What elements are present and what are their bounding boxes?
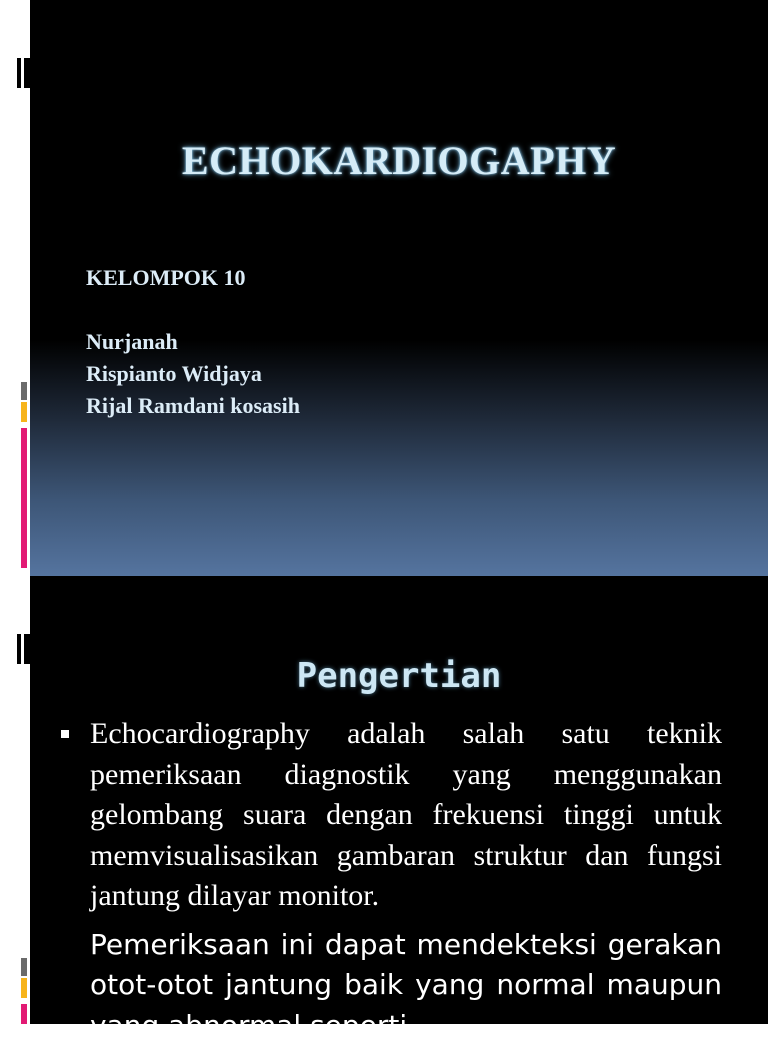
member-name: Nurjanah — [86, 326, 300, 358]
list-item — [90, 714, 722, 1046]
member-list — [86, 326, 300, 422]
member-name: Rispianto Widjaya — [86, 358, 300, 390]
group-label: KELOMPOK 10 — [86, 265, 246, 291]
slide-edge-decoration — [0, 0, 30, 576]
slide-edge-decoration — [0, 576, 30, 1024]
member-name: Rijal Ramdani kosasih — [86, 390, 300, 422]
content-slide — [30, 576, 768, 1024]
square-bullet-icon — [61, 730, 69, 738]
bullet-text: Echocardiography adalah salah satu teknik pemeriksaan diagnostik yang menggunakan gelombang suara dengan frekuensi tinggi untuk memvisualisasikan gambaran struktur dan fungsi jantung dilayar monitor. — [90, 714, 722, 917]
slide-title: Pengertian — [30, 656, 768, 696]
bullet-continuation-text: Pemeriksaan ini dapat mendekteksi gerakan otot-otot jantung baik yang normal maupun yang abnormal seperti — [90, 925, 722, 1046]
slide-title: ECHOKARDIOGAPHY — [30, 137, 768, 184]
bullet-list — [90, 714, 722, 1046]
title-slide — [30, 0, 768, 576]
